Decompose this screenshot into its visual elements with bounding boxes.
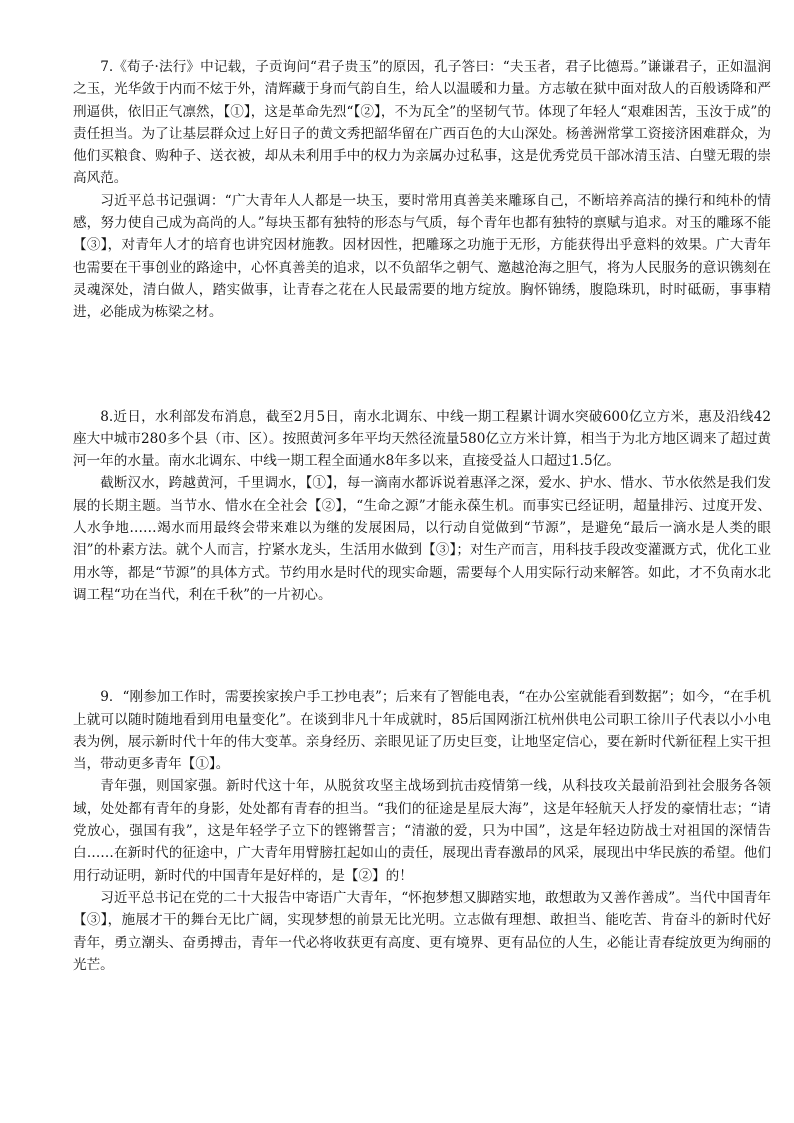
- q8-paragraph-1: 8.近日，水利部发布消息，截至2月5日，南水北调东、中线一期工程累计调水突破600亿立方米，惠及沿线42座大中城市280多个县（市、区）。按照黄河多年平均天然径流量580亿立方米计算，相当于为北方地区调来了超过黄河一年的水量。南水北调东、中线一期工程全面通水8年多以来，直接受益人口超过1.5亿。: [73, 408, 771, 470]
- q9-paragraph-1: 9．“刚参加工作时，需要挨家挨户手工抄电表”；后来有了智能电表，“在办公室就能看到数据”；如今，“在手机上就可以随时随地看到用电量变化”。在谈到非凡十年成就时，85后国网浙江杭州供电公司职工徐川子代表以小小电表为例，展示新时代十年的伟大变革。亲身经历、亲眼见证了历史巨变，让地坚定信心，要在新时代新征程上实干担当，带动更多青年【①】。: [73, 689, 771, 773]
- q7-paragraph-1: 7.《荀子·法行》中记载，子贡询问“君子贵玉”的原因，孔子答曰：“夫玉者，君子比德焉。”谦谦君子，正如温润之玉，光华敛于内而不炫于外，清辉藏于身而气韵自生，给人以温暖和力量。方志敏在狱中面对敌人的百般诱降和严刑逼供，依旧正气凛然，【①】，这是革命先烈“【②】，不为瓦全”的坚韧气节。体现了年轻人“艰难困苦，玉汝于成”的责任担当。为了让基层群众过上好日子的黄文秀把韶华留在广西百色的大山深处。杨善洲常掌工资接济困难群众，为他们买粮食、购种子、送衣被，却从未利用手中的权力为亲属办过私事，这是优秀党员干部冰清玉洁、白璧无瑕的崇高风范。: [73, 59, 771, 187]
- question-7: [73, 56, 771, 324]
- q9-paragraph-3: 习近平总书记在党的二十大报告中寄语广大青年，“怀抱梦想又脚踏实地，敢想敢为又善作善成”。当代中国青年【③】，施展才干的舞台无比广阔，实现梦想的前景无比光明。立志做有理想、敢担当、能吃苦、肯奋斗的新时代好青年，勇立潮头、奋勇搏击，青年一代必将收获更有高度、更有境界、更有品位的人生，必能让青春绽放更为绚丽的光芒。: [73, 889, 771, 973]
- q7-paragraph-2: 习近平总书记强调：“广大青年人人都是一块玉，要时常用真善美来雕琢自己，不断培养高洁的操行和纯朴的情感，努力使自己成为高尚的人。”每块玉都有独特的形态与气质，每个青年也都有独特的禀赋与追求。对玉的雕琢不能【③】，对青年人才的培育也讲究因材施教。因材因性，把雕琢之功施于无形，方能获得出乎意料的效果。广大青年也需要在干事创业的路途中，心怀真善美的追求，以不负韶华之朝气、邀越沧海之胆气，将为人民服务的意识镌刻在灵魂深处，清白做人，踏实做事，让青春之花在人民最需要的地方绽放。胸怀锦绣，腹隐珠玑，时时砥砺，事事精进，必能成为栋梁之材。: [73, 192, 771, 321]
- document-page: [73, 56, 771, 976]
- question-9: [73, 686, 771, 976]
- question-8: [73, 406, 771, 607]
- q8-paragraph-2: 截断汉水，跨越黄河，千里调水，【①】，每一滴南水都诉说着惠泽之深，爱水、护水、惜水、节水依然是我们发展的长期主题。当节水、惜水在全社会【②】，“生命之源”才能永葆生机。而事实已经证明，超量排污、过度开发、人水争地……竭水而用最终会带来难以为继的发展困局，以行动自觉做到“节源”，是避免“最后一滴水是人类的眼泪”的朴素方法。就个人而言，拧紧水龙头，生活用水做到【③】；对生产而言，用科技手段改变灌溉方式，优化工业用水等，都是“节源”的具体方式。节约用水是时代的现实命题，需要每个人用实际行动来解答。如此，才不负南水北调工程“功在当代，利在千秋”的一片初心。: [73, 475, 771, 603]
- q9-paragraph-2: 青年强，则国家强。新时代这十年，从脱贫攻坚主战场到抗击疫情第一线，从科技攻关最前沿到社会服务各领域，处处都有青年的身影，处处都有青春的担当。“我们的征途是星辰大海”，这是年轻航天人抒发的豪情壮志；“请党放心，强国有我”，这是年轻学子立下的铿锵誓言；“清澈的爱，只为中国”，这是年轻边防战士对祖国的深情告白……在新时代的征途中，广大青年用臂膀扛起如山的责任，展现出青春激昂的风采，展现出中华民族的希望。他们用行动证明，新时代的中国青年是好样的，是【②】的！: [73, 778, 771, 884]
